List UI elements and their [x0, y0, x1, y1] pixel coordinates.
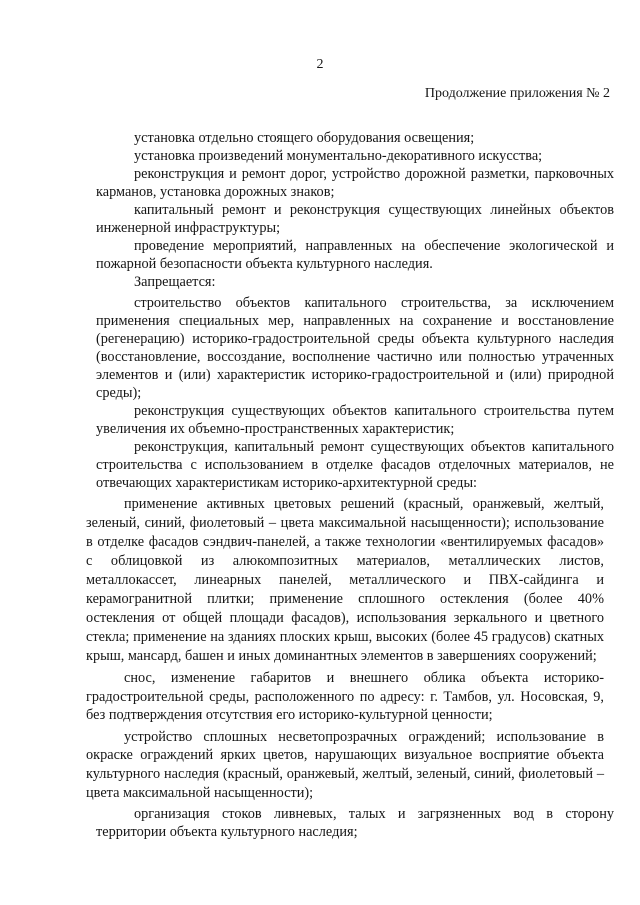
paragraph-demolition: снос, изменение габаритов и внешнего облика объекта историко-градостроительной среды, расположенного по адресу: г. Тамбов, ул. Носовская, 9, без подтверждения отсутствия его историко-культурной ценности;	[86, 670, 604, 724]
paragraph-prohibited-heading: Запрещается:	[134, 274, 216, 290]
document-body	[86, 129, 614, 841]
paragraph-fences: устройство сплошных несветопрозрачных ограждений; использование в окраске ограждений ярких цветов, нарушающих визуальное восприятие объекта культурного наследия (красный, оранжевый, желтый, зеленый, синий, фиолетовый – цвета максимальной насыщенности);	[86, 728, 604, 801]
paragraph-facade-materials: реконструкция, капитальный ремонт существующих объектов капитального строительства с использованием в отделке фасадов отделочных материалов, не отвечающих характеристикам историко-архитектурной среды:	[96, 439, 614, 491]
appendix-continuation-note: Продолжение приложения № 2	[424, 86, 610, 101]
paragraph-road-works: реконструкция и ремонт дорог, устройство дорожной разметки, парковочных карманов, установка дорожных знаков;	[96, 166, 614, 200]
paragraph-colors-and-materials: применение активных цветовых решений (красный, оранжевый, желтый, зеленый, синий, фиолетовый – цвета максимальной насыщенности); использование в отделке фасадов сэндвич-панелей, а также технологии «вентилируемых фасадов» с облицовкой из алюкомпозитных материалов, металлических листов, металлокассет, линеарных панелей, металлического и ПВХ-сайдинга и керамогранитной плитки; применение сплошного остекления (более 40% остекления от общей площади фасадов), использования зеркального и цветного стекла; применение на зданиях плоских крыш, высоких (более 45 градусов) скатных крыш, мансард, башен и иных доминантных элементов в завершениях сооружений;	[86, 496, 604, 664]
paragraph-monumental-art: установка произведений монументально-декоративного искусства;	[134, 148, 543, 164]
paragraph-water-drainage: организация стоков ливневых, талых и загрязненных вод в сторону территории объекта культурного наследия;	[96, 806, 614, 841]
paragraph-lighting-equipment: установка отдельно стоящего оборудования освещения;	[134, 130, 475, 146]
page-number: 2	[316, 57, 324, 72]
paragraph-safety-measures: проведение мероприятий, направленных на обеспечение экологической и пожарной безопасности объекта культурного наследия.	[96, 238, 614, 272]
paragraph-engineering-infrastructure: капитальный ремонт и реконструкция существующих линейных объектов инженерной инфраструктуры;	[96, 202, 614, 236]
paragraph-new-construction: строительство объектов капитального строительства, за исключением применения специальных мер, направленных на сохранение и восстановление (регенерацию) историко-градостроительной среды объекта культурного наследия (восстановление, воссоздание, восполнение частично или полностью утраченных элементов и (или) характеристик историко-градостроительной и (или) природной среды);	[96, 295, 614, 401]
paragraph-volume-increase: реконструкция существующих объектов капитального строительства путем увеличения их объемно-пространственных характеристик;	[96, 403, 614, 437]
